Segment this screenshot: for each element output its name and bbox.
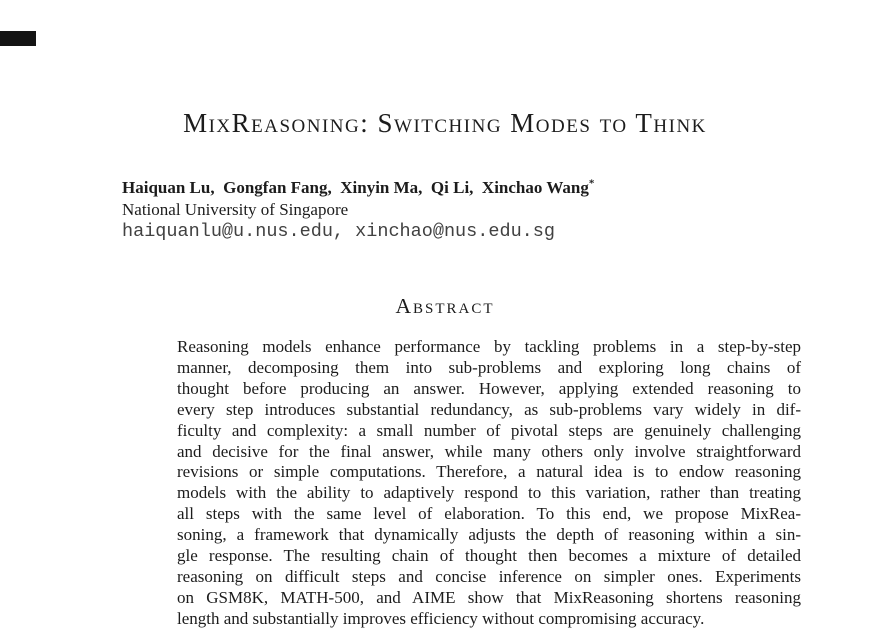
abstract-line: and decisive for the final answer, while many others only involve straightforward	[177, 441, 801, 461]
email-line: haiquanlu@u.nus.edu, xinchao@nus.edu.sg	[122, 221, 555, 242]
abstract-line: soning, a framework that dynamically adjusts the depth of reasoning within a sin-	[177, 525, 801, 545]
abstract-line: revisions or simple computations. Therefore, a natural idea is to endow reasoning	[177, 462, 801, 482]
paper-title: MixReasoning: Switching Modes to Think	[183, 108, 707, 138]
abstract-body	[177, 337, 801, 630]
abstract-line: all steps with the same level of elaboration. To this end, we propose MixRea-	[177, 504, 801, 524]
abstract-heading: Abstract	[395, 294, 495, 318]
abstract-line: manner, decomposing them into sub-problems and exploring long chains of	[177, 357, 801, 377]
author-block	[122, 177, 762, 242]
abstract-line: ficulty and complexity: a small number of pivotal steps are genuinely challenging	[177, 420, 801, 440]
author-footnote-marker: *	[588, 177, 595, 190]
abstract-line: models with the ability to adaptively respond to this variation, rather than treating	[177, 483, 801, 503]
abstract-line: thought before producing an answer. However, applying extended reasoning to	[177, 378, 801, 398]
abstract-line: length and substantially improves efficiency without compromising accuracy.	[177, 608, 705, 628]
abstract-line: every step introduces substantial redundancy, as sub-problems vary widely in dif-	[177, 399, 801, 419]
abstract-line: on GSM8K, MATH-500, and AIME show that MixReasoning shortens reasoning	[177, 587, 801, 607]
window-edge-fragment	[0, 31, 36, 46]
authors-line	[122, 177, 762, 199]
abstract-line: gle response. The resulting chain of thought then becomes a mixture of detailed	[177, 546, 801, 566]
authors-names: Haiquan Lu, Gongfan Fang, Xinyin Ma, Qi Li, Xinchao Wang	[122, 178, 589, 197]
abstract-line: Reasoning models enhance performance by tackling problems in a step-by-step	[177, 337, 801, 356]
affiliation: National University of Singapore	[122, 199, 349, 219]
abstract-line: reasoning on difficult steps and concise inference on simpler ones. Experiments	[177, 566, 801, 586]
